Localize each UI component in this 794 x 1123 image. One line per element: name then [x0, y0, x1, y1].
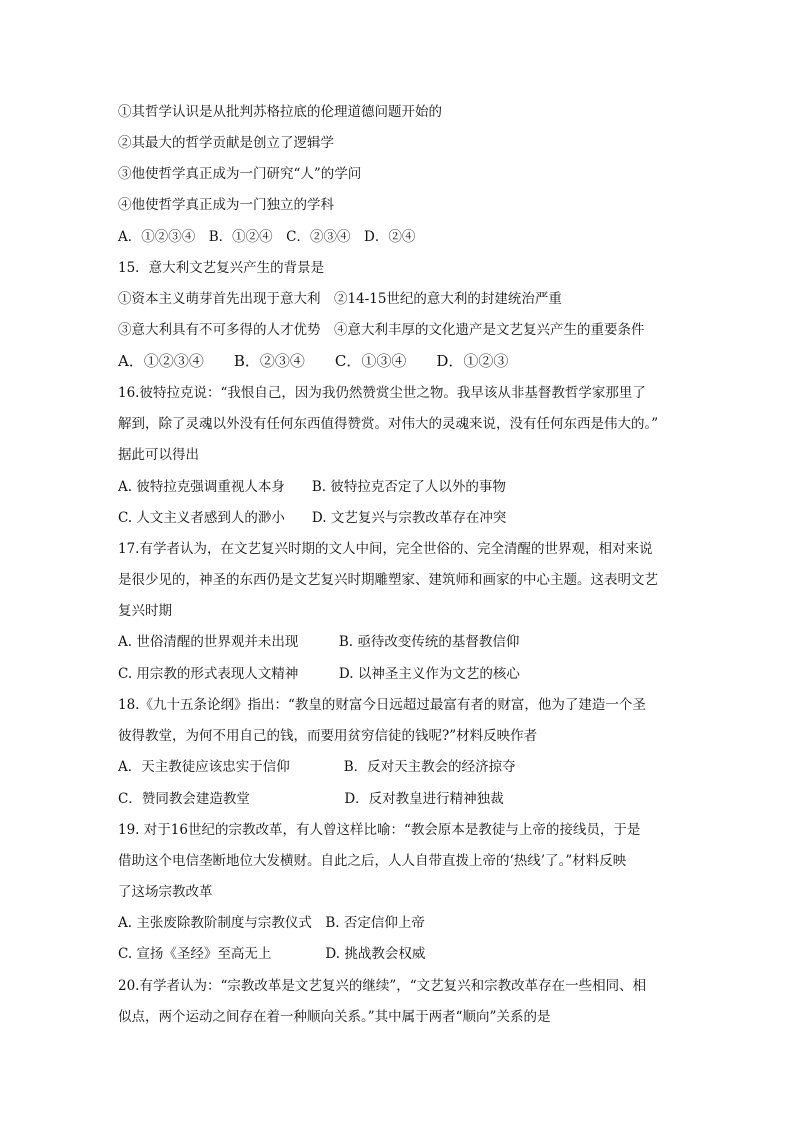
- q16-choices-cd: C. 人文主义者感到人的渺小 D. 文艺复兴与宗教改革存在冲突: [118, 510, 507, 526]
- option-line-2: ②其最大的哲学贡献是创立了逻辑学: [118, 135, 334, 151]
- question-19-line-1: 19. 对于16世纪的宗教改革，有人曾这样比喻：“教会原本是教徒与上帝的接线员，于是: [118, 822, 641, 838]
- answer-choices-15: A．①②③④ B．②③④ C．①③④ D．①②③: [118, 352, 509, 370]
- q16-choices-ab: A. 彼特拉克强调重视人本身 B. 彼特拉克否定了人以外的事物: [118, 479, 506, 495]
- question-19-line-2: 借助这个电信垄断地位大发横财。自此之后，人人自带直拨上帝的‘热线’了。”材料反映: [118, 853, 627, 869]
- q17-choices-cd: C. 用宗教的形式表现人文精神 D. 以神圣主义作为文艺的核心: [118, 666, 520, 682]
- q15-options-a: ①资本主义萌芽首先出现于意大利 ②14-15世纪的意大利的封建统治严重: [118, 291, 562, 307]
- q15-options-b: ③意大利具有不可多得的人才优势 ④意大利丰厚的文化遗产是文艺复兴产生的重要条件: [118, 322, 645, 338]
- question-15: 15．意大利文艺复兴产生的背景是: [118, 260, 325, 276]
- q17-choices-ab: A. 世俗清醒的世界观并未出现 B. 亟待改变传统的基督教信仰: [118, 634, 520, 650]
- question-16-line-2: 解到，除了灵魂以外没有任何东西值得赞赏。对伟大的灵魂来说，没有任何东西是伟大的。”: [118, 416, 659, 432]
- question-17-line-2: 是很少见的，神圣的东西仍是文艺复兴时期雕塑家、建筑师和画家的中心主题。这表明文艺: [118, 572, 658, 588]
- q18-choices-ab: A．天主教徒应该忠实于信仰 B．反对天主教会的经济掠夺: [118, 759, 516, 775]
- option-line-4: ④他使哲学真正成为一门独立的学科: [118, 197, 334, 213]
- question-20-line-1: 20.有学者认为：“宗教改革是文艺复兴的继续”，“文艺复兴和宗教改革存在一些相同、相: [118, 978, 647, 994]
- question-18-line-2: 彼得教堂，为何不用自己的钱，而要用贫穷信徒的钱呢?”材料反映作者: [118, 728, 538, 744]
- q18-choices-cd: C．赞同教会建造教堂 D．反对教皇进行精神独裁: [118, 791, 504, 807]
- question-17-line-1: 17.有学者认为，在文艺复兴时期的文人中间，完全世俗的、完全清醒的世界观，相对来说: [118, 541, 653, 557]
- q19-choices-ab: A. 主张废除教阶制度与宗教仪式 B. 否定信仰上帝: [118, 915, 425, 931]
- q19-choices-cd: C. 宣扬《圣经》至高无上 D. 挑战教会权威: [118, 946, 426, 962]
- question-16-line-3: 据此可以得出: [118, 447, 199, 463]
- question-16-line-1: 16.彼特拉克说：“我恨自己，因为我仍然赞赏尘世之物。我早该从非基督教哲学家那里了: [118, 385, 646, 401]
- question-18-line-1: 18.《九十五条论纲》指出：“教皇的财富今日远超过最富有者的财富，他为了建造一个圣: [118, 697, 646, 713]
- question-20-line-2: 似点，两个运动之间存在着一种顺向关系。”其中属于两者“顺向”关系的是: [118, 1009, 551, 1025]
- answer-choices-14: A．①②③④ B．①②④ C．②③④ D．②④: [118, 229, 416, 245]
- option-line-3: ③他使哲学真正成为一门研究“人”的学问: [118, 166, 362, 182]
- option-line-1: ①其哲学认识是从批判苏格拉底的伦理道德问题开始的: [118, 104, 442, 120]
- question-19-line-3: 了这场宗教改革: [118, 884, 213, 900]
- question-17-line-3: 复兴时期: [118, 603, 172, 619]
